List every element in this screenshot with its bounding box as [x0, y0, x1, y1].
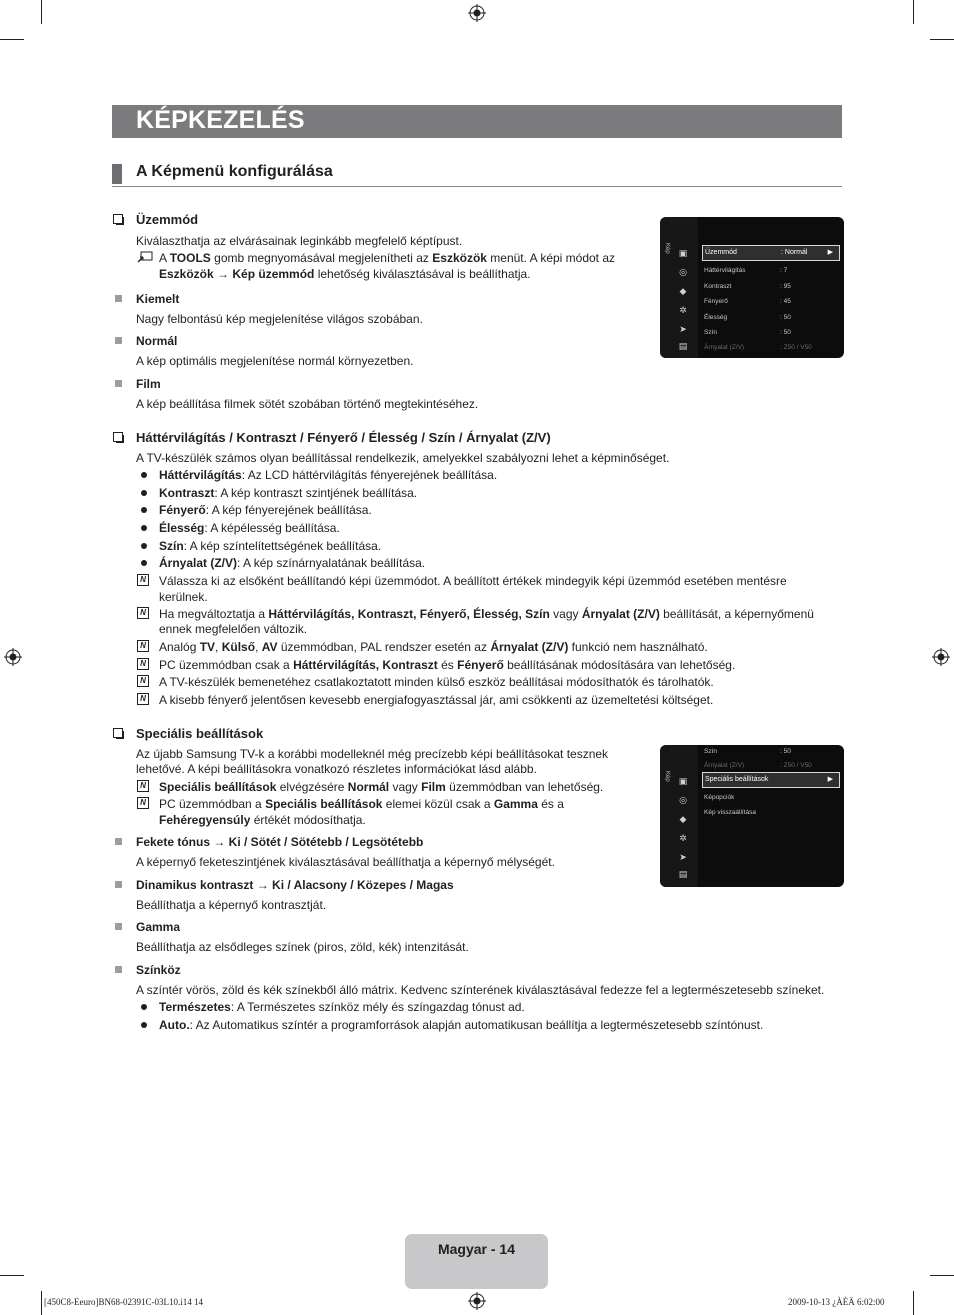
text: A [159, 251, 170, 265]
setup-icon: ✲ [679, 833, 687, 843]
support-icon: ▤ [678, 341, 688, 351]
menu-value: : 45 [780, 298, 791, 305]
s3-intro: lehetővé. A képi beállításokra vonatkozó részletes információkat lásd alább. [136, 762, 537, 776]
text: lehetőség kiválasztásával is beállíthatja. [314, 267, 531, 281]
bullet-icon [141, 543, 147, 549]
menu-row [702, 326, 840, 340]
bullet-icon [141, 1022, 147, 1028]
square-bullet-icon [115, 881, 122, 888]
text: Ha megváltoztatja a [159, 607, 269, 621]
item-desc: Nagy felbontású kép megjelenítése világos szobában. [136, 312, 423, 326]
picture-icon: ▣ [678, 248, 688, 258]
item-title: Fekete tónus → Ki / Sötét / Sötétebb / Legsötétebb [136, 835, 424, 849]
menu-row [702, 341, 840, 355]
s1-tools-line2 [159, 267, 531, 281]
bullet-icon [141, 560, 147, 566]
text: beállítását, a képernyőmenü [659, 607, 814, 621]
menu-key: Kép visszaállítása [704, 809, 757, 816]
picture-icon: ▣ [678, 776, 688, 786]
page-title: KÉPKEZELÉS [136, 106, 305, 134]
menu-key: Üzemmód [705, 249, 737, 256]
bold-text: Fényerő [457, 658, 504, 672]
menu-key: Árnyalat (Z/V) [704, 344, 745, 351]
menu-side-label: Kép [664, 243, 670, 254]
menu-row [702, 745, 840, 759]
menu-value: : Normál [781, 249, 808, 256]
bold-text: TV [199, 640, 216, 654]
support-icon: ▤ [678, 869, 688, 879]
bold-text: Eszközök → Kép üzemmód [159, 267, 315, 281]
crop-mark [41, 0, 42, 24]
crop-mark [930, 1275, 954, 1276]
print-date-info: 2009-10-13 ¿ÀÈÄ 6:02:00 [788, 1297, 885, 1307]
menu-key: Speciális beállítások [705, 776, 769, 783]
bullet-icon [141, 490, 147, 496]
bold-text: Árnyalat (Z/V) [159, 556, 238, 570]
menu-value: : 50 [780, 329, 791, 336]
note-icon: N [137, 658, 149, 670]
menu-value: : 7 [780, 267, 788, 274]
text: : A kép kontraszt szintjének beállítása. [214, 486, 418, 500]
item-desc: A kép optimális megjelenítése normál környezetben. [136, 354, 414, 368]
bold-text: Természetes [159, 1000, 231, 1014]
item-title: Normál [136, 334, 178, 348]
square-bullet-icon [115, 380, 122, 387]
menu-value: : 50 [780, 314, 791, 321]
crop-mark [0, 39, 24, 40]
bullet-item [159, 503, 372, 517]
channel-icon: ◆ [679, 286, 687, 296]
note-text: A kisebb fényerő jelentősen kevesebb energiafogyasztással jár, ami csökkenti az üzemeltetési költséget. [159, 693, 714, 707]
text: beállításának módosítására van lehetőség. [503, 658, 736, 672]
bold-text: Eszközök [432, 251, 487, 265]
sound-icon: ◎ [679, 267, 687, 277]
note-text [159, 780, 603, 794]
tools-icon [137, 251, 153, 263]
text: PC üzemmódban csak a [159, 658, 294, 672]
note-text: Válassza ki az elsőként beállítandó képi üzemmódot. A beállított értékek mindegyik képi üzemmód esetében mentésre [159, 574, 787, 588]
text: , [215, 640, 222, 654]
bold-text: Gamma [493, 797, 538, 811]
checkbox-bullet-icon [113, 432, 123, 442]
square-bullet-icon [115, 838, 122, 845]
bullet-item [159, 521, 340, 535]
text: gomb megnyomásával megjelenítheti az [210, 251, 433, 265]
menu-value: : 50 [780, 748, 791, 755]
crop-mark [0, 1275, 24, 1276]
bold-text: Élesség [159, 521, 205, 535]
checkbox-bullet-icon [113, 214, 123, 224]
registration-mark-icon [932, 648, 950, 666]
bold-text: Fehéregyensúly [159, 813, 251, 827]
item-desc: Beállíthatja a képernyő kontrasztját. [136, 898, 327, 912]
page-number-box [405, 1234, 548, 1289]
menu-key: Fényerő [704, 298, 728, 305]
bold-text: Normál [347, 780, 390, 794]
text: és a [537, 797, 564, 811]
bullet-item [159, 1000, 525, 1014]
note-icon: N [137, 574, 149, 586]
square-bullet-icon [115, 337, 122, 344]
text: üzemmódban van lehetőség. [445, 780, 604, 794]
text: üzemmódban, PAL rendszer esetén az [277, 640, 491, 654]
text: vagy [389, 780, 422, 794]
bold-text: Film [421, 780, 446, 794]
s2-intro: A TV-készülék számos olyan beállítással rendelkezik, amelyekkel szabályozni lehet a képminőséget. [136, 451, 670, 465]
note-text [159, 658, 735, 672]
bullet-item [159, 556, 425, 570]
note-text: kerülnek. [159, 590, 208, 604]
square-bullet-icon [115, 966, 122, 973]
text: : Az LCD háttérvilágítás fényerejének beállítása. [241, 468, 498, 482]
section-title: A Képmenü konfigurálása [136, 163, 333, 180]
bold-text: Auto. [159, 1018, 190, 1032]
bullet-icon [141, 525, 147, 531]
text: és [437, 658, 458, 672]
note-icon: N [137, 693, 149, 705]
note-text [159, 797, 564, 811]
note-text: ennek megfelelően változik. [159, 622, 308, 636]
checkbox-bullet-icon [113, 728, 123, 738]
text: , [255, 640, 262, 654]
note-text [159, 640, 708, 654]
menu-row [702, 264, 840, 278]
square-bullet-icon [115, 295, 122, 302]
note-text [159, 813, 366, 827]
item-title: Színköz [136, 963, 181, 977]
text: PC üzemmódban a [159, 797, 266, 811]
menu-value: : 95 [780, 283, 791, 290]
note-icon: N [137, 780, 149, 792]
bold-text: Szín [159, 539, 184, 553]
bold-text: Háttérvilágítás, Kontraszt [293, 658, 438, 672]
menu-row [702, 295, 840, 309]
crop-mark [930, 39, 954, 40]
item-desc: A képernyő feketeszintjének kiválasztásával beállíthatja a képernyő mélységét. [136, 855, 555, 869]
menu-key: Képopciók [704, 794, 735, 801]
menu-value: : Z50 / V50 [780, 344, 812, 351]
item-title: Kiemelt [136, 292, 180, 306]
section-header [112, 162, 842, 187]
menu-row [702, 280, 840, 294]
sound-icon: ◎ [679, 795, 687, 805]
bold-text: Árnyalat (Z/V) [490, 640, 569, 654]
registration-mark-icon [468, 4, 486, 22]
bullet-item [159, 486, 417, 500]
arrow-right-icon: ▶ [827, 776, 833, 783]
menu-key: Háttérvilágítás [704, 267, 746, 274]
menu-key: Árnyalat (Z/V) [704, 762, 745, 769]
bold-text: Háttérvilágítás [159, 468, 242, 482]
bullet-item [159, 468, 497, 482]
tv-menu-screenshot [660, 217, 844, 358]
arrow-right-icon: ▶ [827, 249, 833, 256]
crop-mark [913, 0, 914, 24]
menu-row [702, 791, 840, 805]
text: értékét módosíthatja. [250, 813, 366, 827]
note-icon: N [137, 640, 149, 652]
bold-text: AV [261, 640, 278, 654]
heading-picture-settings: Háttérvilágítás / Kontraszt / Fényerő / Élesség / Szín / Árnyalat (Z/V) [136, 430, 551, 445]
text: : A Természetes színköz mély és színgazdag tónust ad. [230, 1000, 525, 1014]
text: : A kép színárnyalatának beállítása. [237, 556, 426, 570]
text: elemei közül csak a [382, 797, 494, 811]
note-text: A TV-készülék bemenetéhez csatlakoztatott minden külső eszköz beállításai módosíthatók és tárolhatók. [159, 675, 714, 689]
note-text [159, 607, 814, 621]
bold-text: Kontraszt [159, 486, 215, 500]
crop-mark [913, 1291, 914, 1315]
menu-side-label: Kép [664, 771, 670, 782]
bold-text: Háttérvilágítás, Kontraszt, Fényerő, Élesség, Szín [268, 607, 550, 621]
heading-uzemmod: Üzemmód [136, 212, 199, 227]
bold-text: Árnyalat (Z/V) [581, 607, 660, 621]
menu-key: Kontraszt [704, 283, 732, 290]
bullet-item [159, 1018, 763, 1032]
bold-text: Fényerő [159, 503, 206, 517]
item-title: Gamma [136, 920, 181, 934]
menu-row-selected [702, 245, 840, 261]
square-bullet-icon [115, 923, 122, 930]
s1-tools-line1 [159, 251, 615, 265]
bullet-icon [141, 1004, 147, 1010]
tv-menu-screenshot [660, 745, 844, 887]
heading-advanced-settings: Speciális beállítások [136, 726, 264, 741]
menu-key: Élesség [704, 314, 728, 321]
item-desc: Beállíthatja az elsődleges színek (piros, zöld, kék) intenzitását. [136, 940, 469, 954]
bold-text: Speciális beállítások [265, 797, 383, 811]
bullet-icon [141, 472, 147, 478]
input-icon: ➤ [679, 324, 687, 334]
text: : A kép színtelítettségének beállítása. [183, 539, 382, 553]
s1-intro: Kiválaszthatja az elvárásainak leginkább megfelelő képtípust. [136, 234, 463, 248]
note-icon: N [137, 675, 149, 687]
page-title-band [112, 105, 842, 138]
page-number: Magyar - 14 [437, 1241, 516, 1257]
section-bar [112, 164, 122, 184]
text: : A kép fényerejének beállítása. [205, 503, 372, 517]
menu-key: Szín [704, 329, 718, 336]
item-desc: A kép beállítása filmek sötét szobában történő megtekintéséhez. [136, 397, 479, 411]
menu-row [702, 806, 840, 820]
setup-icon: ✲ [679, 305, 687, 315]
item-title: Film [136, 377, 161, 391]
text: : A képélesség beállítása. [204, 521, 340, 535]
note-icon: N [137, 607, 149, 619]
bullet-icon [141, 507, 147, 513]
text: elvégzésére [276, 780, 348, 794]
text: : Az Automatikus színtér a programforrások alapján automatikusan beállítja a legtermészetesebb színtónust. [189, 1018, 764, 1032]
bold-text: Külső [221, 640, 256, 654]
menu-row-selected [702, 772, 840, 788]
registration-mark-icon [468, 1292, 486, 1310]
menu-value: : Z50 / V50 [780, 762, 812, 769]
menu-row [702, 759, 840, 773]
text: vagy [549, 607, 582, 621]
input-icon: ➤ [679, 852, 687, 862]
item-title: Dinamikus kontraszt → Ki / Alacsony / Közepes / Magas [136, 878, 454, 892]
note-icon: N [137, 797, 149, 809]
registration-mark-icon [4, 648, 22, 666]
channel-icon: ◆ [679, 814, 687, 824]
crop-mark [41, 1291, 42, 1315]
item-desc: A színtér vörös, zöld és kék színekből álló mátrix. Kedvenc színterének kiválasztásával fedezze fel a legtermészetesebb színeket. [136, 983, 825, 997]
text: Analóg [159, 640, 200, 654]
print-file-info: [450C8-Eeuro]BN68-02391C-03L10.i14 14 [44, 1297, 203, 1307]
bullet-item [159, 539, 381, 553]
bold-text: Speciális beállítások [159, 780, 277, 794]
tools-text: TOOLS [169, 251, 211, 265]
s3-intro: Az újabb Samsung TV-k a korábbi modelleknél még precízebb képi beállításokat tesznek [136, 747, 609, 761]
text: funkció nem használható. [568, 640, 708, 654]
menu-row [702, 311, 840, 325]
menu-key: Szín [704, 748, 718, 755]
text: menüt. A képi módot az [486, 251, 616, 265]
